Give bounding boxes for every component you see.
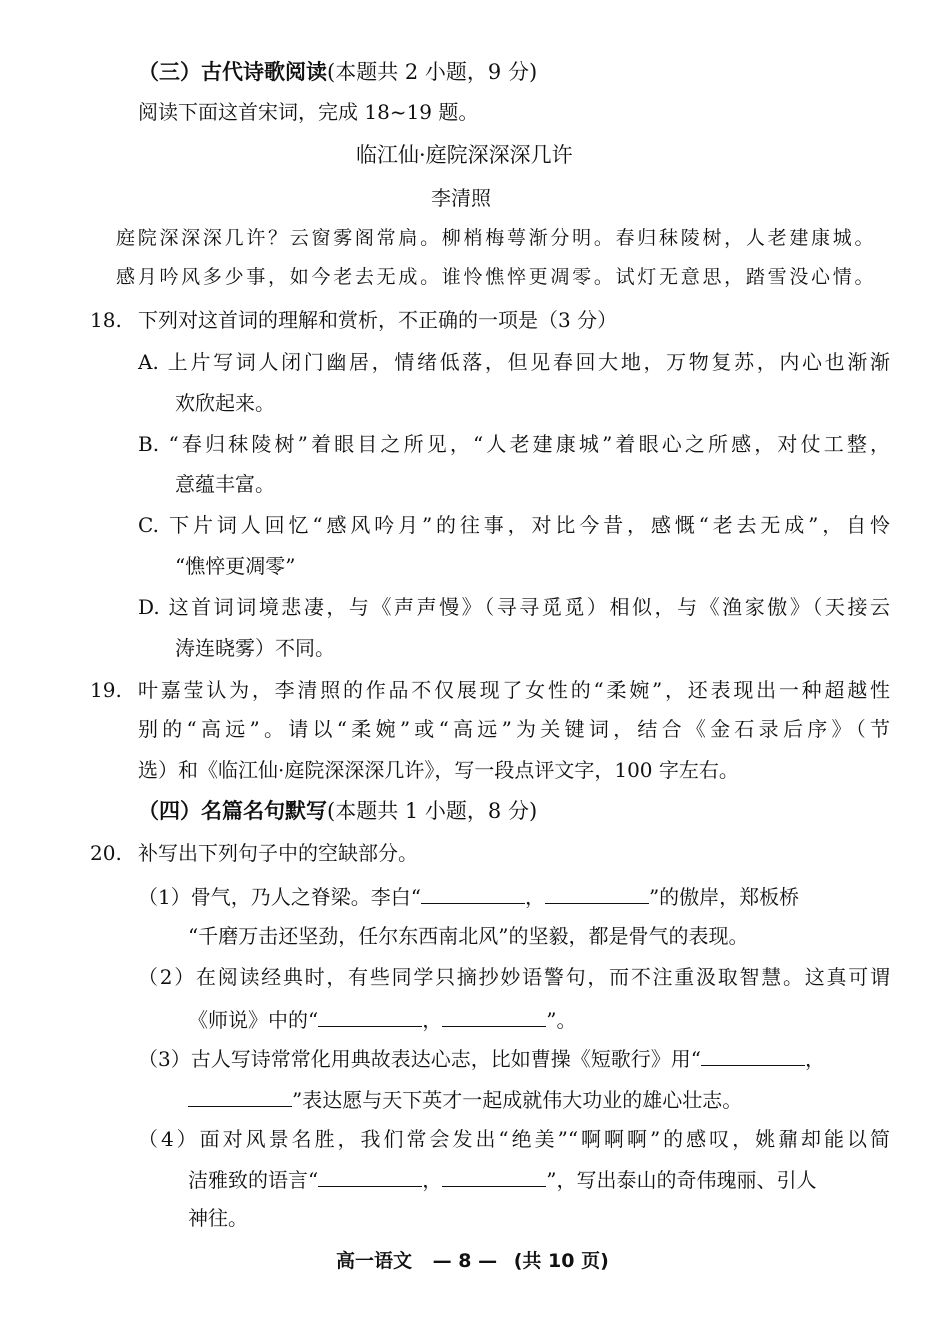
poem-line-1-text: 庭院深深深几许？云窗雾阁常扃。柳梢梅萼渐分明。春归秣陵树，人老建康城。 bbox=[116, 227, 874, 249]
footer-page-number: — 8 — bbox=[432, 1250, 498, 1272]
q20-part2-blank-2[interactable] bbox=[442, 1008, 546, 1027]
q20-part4-line1-text: （4）面对风景名胜，我们常会发出“绝美”“啊啊啊”的感叹，姚鼐却能以简 bbox=[138, 1127, 890, 1151]
q20-part3-blank-1[interactable] bbox=[701, 1047, 805, 1066]
q20-part1-line2: “千磨万击还坚劲，任尔东西南北风”的坚毅，都是骨气的表现。 bbox=[188, 924, 749, 948]
q20-stem: 补写出下列句子中的空缺部分。 bbox=[138, 841, 418, 865]
section4-heading bbox=[138, 801, 537, 822]
q18-option-c-line1: C. 下片词人回忆“感风吟月”的往事，对比今昔，感慨“老去无成”，自怜 bbox=[138, 513, 890, 537]
poem-line-2 bbox=[116, 268, 874, 287]
q20-part1-comma: ， bbox=[524, 885, 545, 909]
section3-title: （三）古代诗歌阅读 bbox=[138, 60, 327, 84]
q18-number: 18. bbox=[90, 308, 122, 332]
q20-part1-blank-1[interactable] bbox=[421, 885, 525, 904]
q20-number: 20. bbox=[90, 841, 122, 865]
q20-part3-line2 bbox=[188, 1088, 742, 1110]
q20-part3-text-a: （3）古人写诗常常化用典故表达心志，比如曹操《短歌行》用“ bbox=[138, 1047, 701, 1071]
q18-stem: 下列对这首词的理解和赏析，不正确的一项是（3 分） bbox=[138, 308, 618, 332]
q19-number: 19. bbox=[90, 678, 122, 702]
q18-option-c bbox=[138, 515, 890, 535]
poem-line-1 bbox=[116, 229, 874, 248]
q20-part1-blank-2[interactable] bbox=[545, 885, 649, 904]
q19-line-2 bbox=[138, 719, 890, 739]
section4-score-note: (本题共 1 小题，8 分) bbox=[327, 799, 538, 823]
q18-option-a-line2: 欢欣起来。 bbox=[175, 391, 275, 415]
q18-option-d bbox=[138, 597, 890, 617]
q18-option-b-line2: 意蕴丰富。 bbox=[175, 472, 275, 496]
q20-part2-comma: ， bbox=[422, 1008, 443, 1032]
q20-part4-line2 bbox=[188, 1168, 816, 1190]
q20-part3-text-c: ”表达愿与天下英才一起成就伟大功业的雄心壮志。 bbox=[292, 1088, 743, 1112]
section3-score-note: (本题共 2 小题，9 分) bbox=[327, 60, 538, 84]
q20-part4-blank-1[interactable] bbox=[318, 1168, 422, 1187]
q20-part3-line1 bbox=[138, 1047, 825, 1069]
q18-option-d-line2: 涛连晓雾）不同。 bbox=[175, 636, 335, 660]
footer-subject: 高一语文 bbox=[336, 1250, 413, 1272]
poem-line-2-text: 感月吟风多少事，如今老去无成。谁怜憔悴更凋零。试灯无意思，踏雪没心情。 bbox=[116, 266, 874, 288]
q18-option-a bbox=[138, 352, 890, 372]
q20-part1-line1 bbox=[138, 885, 799, 907]
q18-option-b bbox=[138, 434, 890, 454]
poem-author: 李清照 bbox=[431, 186, 491, 210]
q18-option-d-line1: D. 这首词词境悲凄，与《声声慢》（寻寻觅觅）相似，与《渔家傲》（天接云 bbox=[138, 595, 890, 619]
q20-part4-line3: 神往。 bbox=[188, 1206, 248, 1230]
q20-part4-line1 bbox=[138, 1129, 890, 1149]
q20-part2-text-c: ”。 bbox=[546, 1008, 577, 1032]
q19-line-2-text: 别的“高远”。请以“柔婉”或“高远”为关键词，结合《金石录后序》（节 bbox=[138, 717, 890, 741]
q19-line-1-text: 叶嘉莹认为，李清照的作品不仅展现了女性的“柔婉”，还表现出一种超越性 bbox=[138, 678, 890, 702]
q20-part4-blank-2[interactable] bbox=[442, 1168, 546, 1187]
section4-title: （四）名篇名句默写 bbox=[138, 799, 327, 823]
footer-total-pages: (共 10 页) bbox=[513, 1250, 609, 1272]
q20-part4-text-a: 洁雅致的语言“ bbox=[188, 1168, 319, 1192]
q20-part2-text-a: 《师说》中的“ bbox=[188, 1008, 319, 1032]
q20-part4-text-c: ”，写出泰山的奇伟瑰丽、引人 bbox=[546, 1168, 817, 1192]
q20-part2-line1-text: （2）在阅读经典时，有些同学只摘抄妙语警句，而不注重汲取智慧。这真可谓 bbox=[138, 965, 890, 989]
q20-part2-blank-1[interactable] bbox=[318, 1008, 422, 1027]
q20-part3-blank-2[interactable] bbox=[188, 1088, 292, 1107]
q19-line-1 bbox=[138, 680, 890, 700]
q20-part2-line2 bbox=[188, 1008, 576, 1030]
q20-part1-text-a: （1）骨气，乃人之脊梁。李白“ bbox=[138, 885, 421, 909]
q20-part3-comma: ， bbox=[804, 1047, 825, 1071]
q20-part2-line1 bbox=[138, 967, 890, 987]
q19-line-3: 选）和《临江仙·庭院深深深几许》，写一段点评文字，100 字左右。 bbox=[138, 758, 739, 782]
q20-part4-comma: ， bbox=[422, 1168, 443, 1192]
page-footer bbox=[336, 1252, 609, 1271]
section3-heading bbox=[138, 62, 537, 83]
q18-option-b-line1: B. “春归秣陵树”着眼目之所见，“人老建康城”着眼心之所感，对仗工整， bbox=[138, 432, 890, 456]
q20-part1-text-c: ”的傲岸，郑板桥 bbox=[648, 885, 800, 909]
q18-option-a-line1: A. 上片写词人闭门幽居，情绪低落，但见春回大地，万物复苏，内心也渐渐 bbox=[138, 350, 890, 374]
poem-title: 临江仙·庭院深深深几许 bbox=[356, 143, 573, 167]
section3-instruction: 阅读下面这首宋词，完成 18~19 题。 bbox=[138, 100, 479, 124]
q18-option-c-line2: “憔悴更凋零” bbox=[175, 554, 296, 578]
